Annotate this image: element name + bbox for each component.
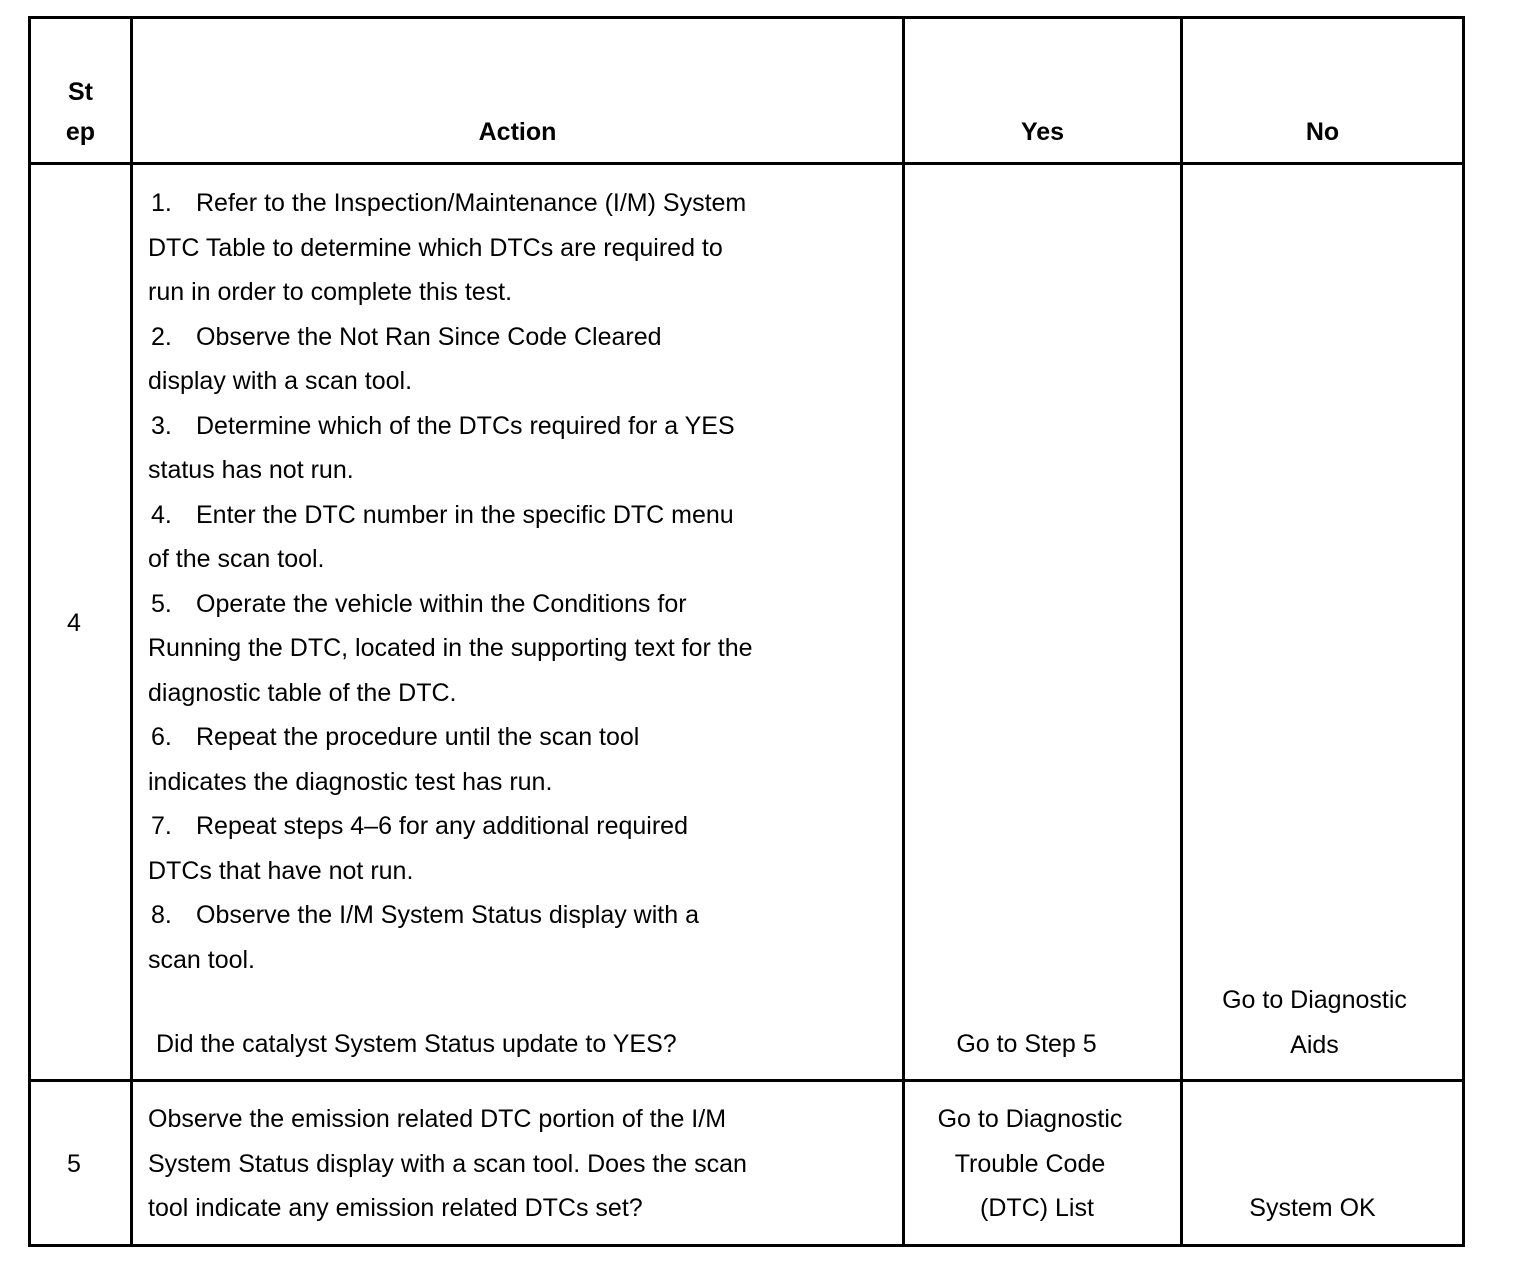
list-item: 5. Operate the vehicle within the Conditions for Running the DTC, located in the supporting text for the diagnostic table of the DTC.	[148, 589, 753, 707]
no-result	[1183, 978, 1446, 1067]
list-item: 4. Enter the DTC number in the specific DTC menu of the scan tool.	[148, 500, 734, 573]
header-step-line2: ep	[65, 118, 96, 146]
action-question: Did the catalyst System Status update to YES?	[156, 1030, 677, 1058]
table-border-top	[28, 16, 1465, 19]
list-item: 8. Observe the I/M System Status display with a scan tool.	[148, 901, 699, 974]
header-step	[31, 72, 130, 152]
header-step-line1: St	[68, 78, 93, 106]
table-border-right	[1462, 16, 1465, 1247]
step-number: 4	[67, 609, 81, 637]
action-text-line: System Status display with a scan tool. Does the scan	[148, 1149, 747, 1178]
action-steps-list	[148, 181, 848, 982]
yes-result	[905, 1097, 1155, 1231]
header-divider	[28, 162, 1465, 165]
no-result-line1: Go to Diagnostic	[1222, 986, 1407, 1014]
no-result-line2: Aids	[1290, 1030, 1339, 1059]
yes-result-line: Go to Diagnostic	[937, 1105, 1123, 1133]
yes-result: Go to Step 5	[956, 1030, 1097, 1058]
column-divider-step	[130, 16, 133, 1247]
header-no: No	[1305, 118, 1340, 146]
list-item: 6. Repeat the procedure until the scan tool indicates the diagnostic test has run.	[148, 723, 640, 796]
header-yes: Yes	[1020, 118, 1065, 146]
list-item: 3. Determine which of the DTCs required for a YES status has not run.	[148, 411, 735, 484]
diagnostic-table	[28, 16, 1465, 1247]
list-item: 2. Observe the Not Ran Since Code Cleared display with a scan tool.	[148, 322, 662, 395]
action-text-line: Observe the emission related DTC portion of the I/M	[148, 1105, 727, 1133]
step-number: 5	[67, 1150, 81, 1178]
header-action: Action	[478, 118, 557, 146]
list-item: 1. Refer to the Inspection/Maintenance (I/M) System DTC Table to determine which DTCs are required to run in order to complete this test.	[148, 189, 747, 306]
yes-result-line: (DTC) List	[980, 1194, 1094, 1222]
action-text-line: tool indicate any emission related DTCs set?	[148, 1194, 643, 1222]
action-text	[148, 1097, 747, 1231]
row-divider	[28, 1079, 1465, 1082]
table-border-bottom	[28, 1244, 1465, 1247]
list-item: 7. Repeat steps 4–6 for any additional required DTCs that have not run.	[148, 812, 688, 885]
no-result: System OK	[1249, 1194, 1376, 1222]
yes-result-line: Trouble Code	[954, 1149, 1106, 1178]
